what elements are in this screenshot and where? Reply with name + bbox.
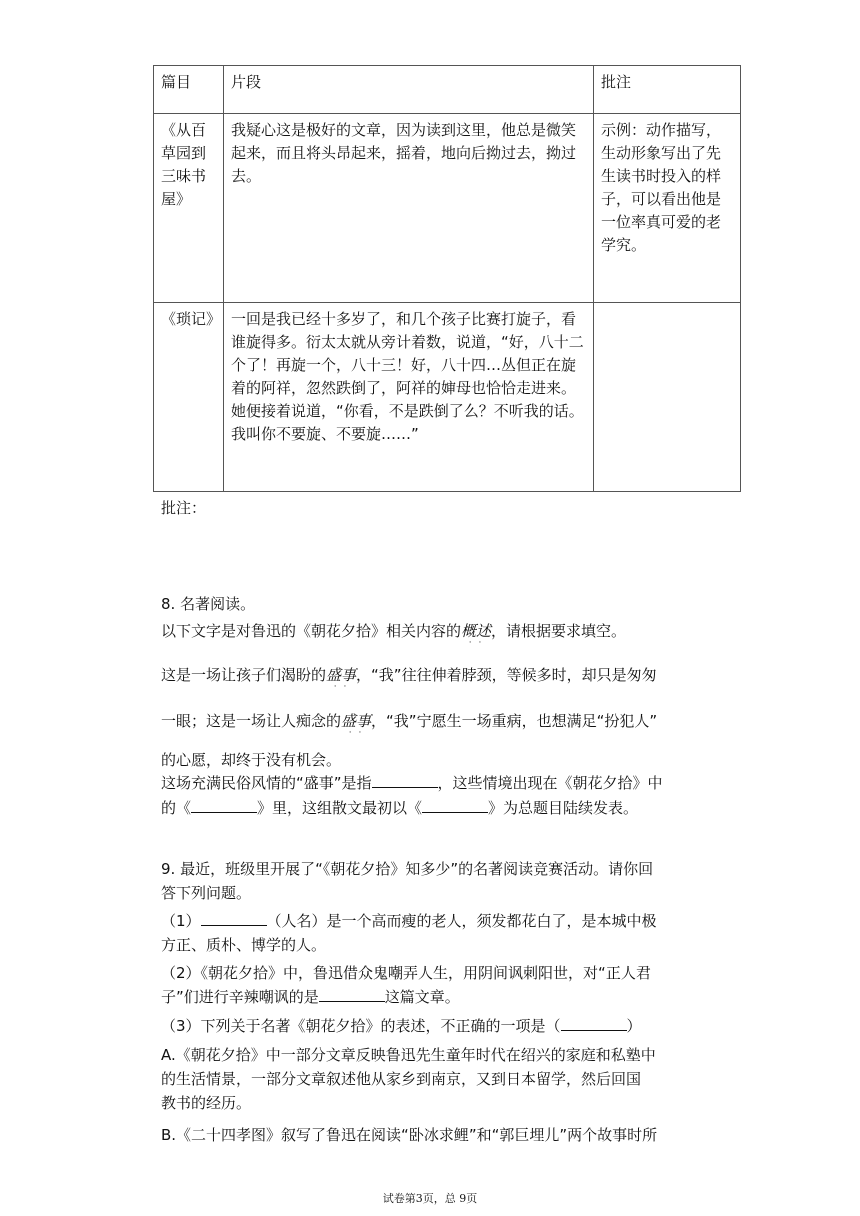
- answer-blank[interactable]: [422, 798, 488, 813]
- emphasis-text: 盛事 · ·: [341, 712, 371, 730]
- q9-sub3: （3）下列关于名著《朝花夕拾》的表述，不正确的一项是（ ）: [161, 1017, 642, 1035]
- header-excerpt: 片段: [224, 66, 594, 114]
- option-a-line2: 的生活情景，一部分文章叙述他从家乡到南京，又到日本留学，然后回国: [161, 1070, 642, 1088]
- answer-blank[interactable]: [319, 987, 385, 1002]
- q9-heading-line1: 9. 最近，班级里开展了“《朝花夕拾》知多少”的名著阅读竞赛活动。请你回: [161, 860, 654, 878]
- page-footer: 试卷第3页，总 9页: [382, 1192, 478, 1205]
- answer-blank[interactable]: [372, 773, 438, 788]
- q8-line1: 这是一场让孩子们渴盼的盛事 · ·，“我”往往伸着脖颈，等候多时，却只是匆匆: [161, 664, 657, 686]
- q8-heading: 8. 名著阅读。: [161, 595, 256, 613]
- option-b-line1: B.《二十四孝图》叙写了鲁迅在阅读“卧冰求鲤”和“郭巨埋儿”两个故事时所: [161, 1126, 658, 1144]
- table-row: [154, 114, 741, 303]
- emphasis-text: 概述 · ·: [461, 622, 491, 640]
- q8-intro: 以下文字是对鲁迅的《朝花夕拾》相关内容的概述 · ·，请根据要求填空。: [161, 620, 626, 642]
- row-title: 《从百草园到三味书屋》: [154, 114, 224, 303]
- row-title: 《琐记》: [154, 303, 224, 492]
- answer-blank[interactable]: [191, 798, 257, 813]
- q9-sub1-line2: 方正、质朴、博学的人。: [161, 936, 327, 954]
- header-title: 篇目: [154, 66, 224, 114]
- q9-heading-line2: 答下列问题。: [161, 884, 252, 902]
- table-header-row: [154, 66, 741, 114]
- emphasis-text: 盛事 · ·: [326, 666, 356, 684]
- answer-blank[interactable]: [201, 911, 267, 926]
- option-a-line1: A.《朝花夕拾》中一部分文章反映鲁迅先生童年时代在绍兴的家庭和私塾中: [161, 1046, 656, 1064]
- q9-sub2-line1: （2）《朝花夕拾》中，鲁迅借众鬼嘲弄人生，用阴间讽刺阳世，对“正人君: [161, 964, 651, 982]
- row-note-empty: [594, 303, 741, 492]
- table-row: [154, 303, 741, 492]
- q8-line3: 的心愿，却终于没有机会。: [161, 751, 342, 769]
- q8-line4: 这场充满民俗风情的“盛事”是指 ，这些情境出现在《朝花夕拾》中: [161, 774, 663, 792]
- q9-sub2-line2: 子”们进行辛辣嘲讽的是 这篇文章。: [161, 988, 460, 1006]
- row-note: 示例：动作描写，生动形象写出了先生读书时投入的样子，可以看出他是一位率真可爱的老学究。: [594, 114, 741, 303]
- row-excerpt: 一回是我已经十多岁了，和几个孩子比赛打旋子，看谁旋得多。衍太太就从旁计着数，说道，“好，八十二个了！再旋一个，八十三！好，八十四…丛但正在旋着的阿祥，忽然跌倒了，阿祥的婶母也恰恰走进来。她便接着说道，“你看，不是跌倒了么？不听我的话。我叫你不要旋、不要旋……”: [224, 303, 594, 492]
- q8-line2: 一眼；这是一场让人痴念的盛事 · ·，“我”宁愿生一场重病，也想满足“扮犯人”: [161, 710, 657, 732]
- row-excerpt: 我疑心这是极好的文章，因为读到这里，他总是微笑起来，而且将头昂起来，摇着，地向后拗过去，拗过去。: [224, 114, 594, 303]
- annotation-table: [153, 65, 741, 492]
- q9-sub1-line1: （1） （人名）是一个高而瘦的老人，须发都花白了，是本城中极: [161, 912, 657, 930]
- header-note: 批注: [594, 66, 741, 114]
- option-a-line3: 教书的经历。: [161, 1094, 252, 1112]
- q8-line5: 的《 》里，这组散文最初以《 》为总题目陆续发表。: [161, 799, 639, 817]
- annotation-label: 批注：: [161, 499, 207, 517]
- answer-blank[interactable]: [561, 1016, 627, 1031]
